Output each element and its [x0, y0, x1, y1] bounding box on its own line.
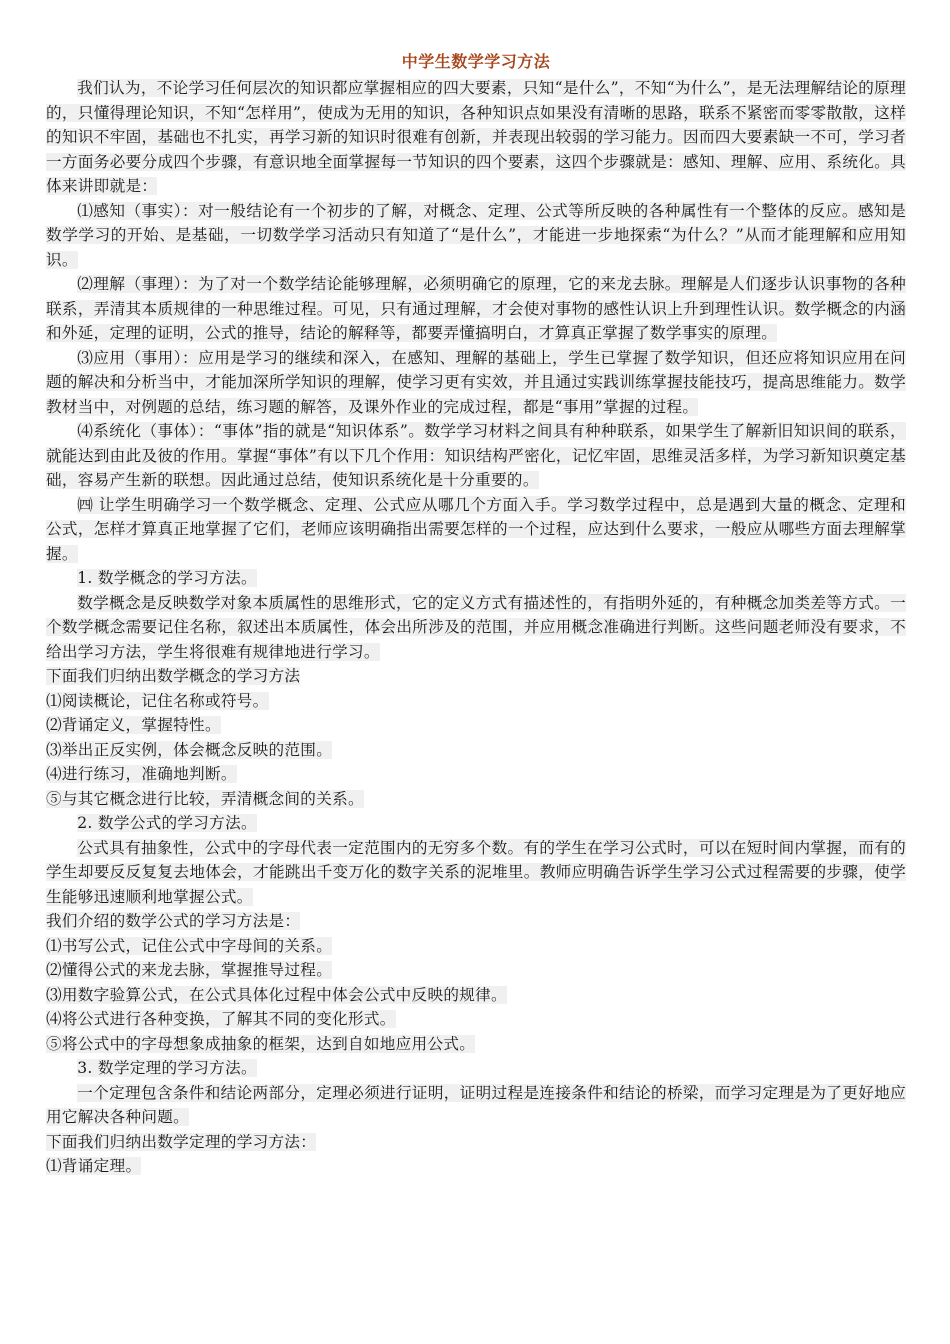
- theorem-heading: [46, 1056, 906, 1081]
- list-item-text: ⑵背诵定义，掌握特性。: [46, 716, 221, 734]
- heading-text: 2. 数学公式的学习方法。: [77, 814, 257, 832]
- concept-method-item: [46, 713, 906, 738]
- document-page: [46, 50, 906, 1179]
- line-text: 我们介绍的数学公式的学习方法是：: [46, 912, 301, 930]
- list-item-text: ⑷将公式进行各种变换，了解其不同的变化形式。: [46, 1010, 396, 1028]
- list-item-text: ⑴阅读概论，记住名称或符号。: [46, 691, 269, 710]
- understanding-paragraph: [46, 272, 906, 346]
- formula-method-item: [46, 934, 906, 959]
- application-paragraph: [46, 346, 906, 420]
- paragraph-text: ⑴感知（事实）：对一般结论有一个初步的了解，对概念、定理、公式等所反映的各种属性有一个整体的反应。感知是数学学习的开始、是基础，一切数学学习活动只有知道了“是什么”，才能进一步地探索“为什么？”从而才能理解和应用知识。: [46, 201, 906, 269]
- concept-methods-intro: [46, 664, 906, 689]
- list-item-text: ⑶用数字验算公式，在公式具体化过程中体会公式中反映的规律。: [46, 985, 507, 1004]
- heading-text: 1. 数学概念的学习方法。: [77, 569, 257, 587]
- list-item-text: ⑶举出正反实例，体会概念反映的范围。: [46, 740, 333, 759]
- concept-method-item: [46, 738, 906, 763]
- list-item-text: ⑴书写公式，记住公式中字母间的关系。: [46, 936, 333, 955]
- paragraph-text: ⑵理解（事理）：为了对一个数学结论能够理解，必须明确它的原理，它的来龙去脉。理解是人们逐步认识事物的各种联系，弄清其本质规律的一种思维过程。可见，只有通过理解，才会使对事物的感性认识上升到理性认识。数学概念的内涵和外延，定理的证明，公式的推导，结论的解释等，都要弄懂搞明白，才算真正掌握了数学事实的原理。: [46, 275, 906, 342]
- concept-method-item: [46, 762, 906, 787]
- paragraph-text: 一个定理包含条件和结论两部分，定理必须进行证明，证明过程是连接条件和结论的桥梁，而学习定理是为了更好地应用它解决各种问题。: [46, 1083, 906, 1126]
- formula-method-item: [46, 1007, 906, 1032]
- section-four-paragraph: [46, 493, 906, 567]
- line-text: 下面我们归纳出数学概念的学习方法: [46, 667, 301, 685]
- list-item-text: ⑤与其它概念进行比较，弄清概念间的关系。: [46, 789, 364, 808]
- theorem-method-item: [46, 1154, 906, 1179]
- list-item-text: ⑵懂得公式的来龙去脉，掌握推导过程。: [46, 961, 333, 979]
- paragraph-text: 数学概念是反映数学对象本质属性的思维形式，它的定义方式有描述性的，有指明外延的，有种概念加类差等方式。一个数学概念需要记住名称，叙述出本质属性，体会出所涉及的范围，并应用概念准确进行判断。这些问题老师没有要求，不给出学习方法，学生将很难有规律地进行学习。: [46, 593, 906, 661]
- list-item-text: ⑴背诵定理。: [46, 1157, 142, 1175]
- paragraph-text: 公式具有抽象性，公式中的字母代表一定范围内的无穷多个数。有的学生在学习公式时，可以在短时间内掌握，而有的学生却要反反复复去地体会，才能跳出千变万化的数字关系的泥堆里。教师应明确告诉学生学习公式过程需要的步骤，使学生能够迅速顺利地掌握公式。: [46, 838, 906, 906]
- heading-text: 3. 数学定理的学习方法。: [77, 1059, 257, 1077]
- formula-method-item: [46, 958, 906, 983]
- formula-paragraph: [46, 836, 906, 910]
- intro-paragraph: [46, 76, 906, 199]
- theorem-paragraph: [46, 1081, 906, 1130]
- document-title: 中学生数学学习方法: [401, 52, 551, 71]
- perception-paragraph: [46, 199, 906, 273]
- theorem-methods-intro: [46, 1130, 906, 1155]
- paragraph-text: ⑶应用（事用）：应用是学习的继续和深入，在感知、理解的基础上，学生已掌握了数学知识，但还应将知识应用在问题的解决和分析当中，才能加深所学知识的理解，使学习更有实效，并且通过实践训练掌握技能技巧，提高思维能力。数学教材当中，对例题的总结，练习题的解答，及课外作业的完成过程，都是“事用”掌握的过程。: [46, 348, 906, 416]
- systematization-paragraph: [46, 419, 906, 493]
- formula-method-item: [46, 983, 906, 1008]
- paragraph-text: 我们认为，不论学习任何层次的知识都应掌握相应的四大要素，只知“是什么”，不知“为什么”，是无法理解结论的原理的，只懂得理论知识，不知“怎样用”，使成为无用的知识，各种知识点如果没有清晰的思路，联系不紧密而零零散散，这样的知识不牢固，基础也不扎实，再学习新的知识时很难有创新，并表现出较弱的学习能力。因而四大要素缺一不可，学习者一方面务必要分成四个步骤，有意识地全面掌握每一节知识的四个要素，这四个步骤就是：感知、理解、应用、系统化。具体来讲即就是：: [46, 79, 906, 195]
- concept-heading: [46, 566, 906, 591]
- paragraph-text: ㈣ 让学生明确学习一个数学概念、定理、公式应从哪几个方面入手。学习数学过程中，总是遇到大量的概念、定理和公式，怎样才算真正地掌握了它们，老师应该明确指出需要怎样的一个过程，应达到什么要求，一般应从哪些方面去理解掌握。: [46, 495, 906, 563]
- formula-method-item: [46, 1032, 906, 1057]
- line-text: 下面我们归纳出数学定理的学习方法：: [46, 1132, 317, 1151]
- list-item-text: ⑤将公式中的字母想象成抽象的框架，达到自如地应用公式。: [46, 1034, 476, 1053]
- concept-method-item: [46, 689, 906, 714]
- paragraph-text: ⑷系统化（事体）：“事体”指的就是“知识体系”。数学学习材料之间具有种种联系，如果学生了解新旧知识间的联系，就能达到由此及彼的作用。掌握“事体”有以下几个作用：知识结构严密化，记忆牢固，思维灵活多样，为学习新知识奠定基础，容易产生新的联想。因此通过总结，使知识系统化是十分重要的。: [46, 422, 906, 489]
- concept-method-item: [46, 787, 906, 812]
- formula-methods-intro: [46, 909, 906, 934]
- formula-heading: [46, 811, 906, 836]
- concept-paragraph: [46, 591, 906, 665]
- list-item-text: ⑷进行练习，准确地判断。: [46, 765, 237, 783]
